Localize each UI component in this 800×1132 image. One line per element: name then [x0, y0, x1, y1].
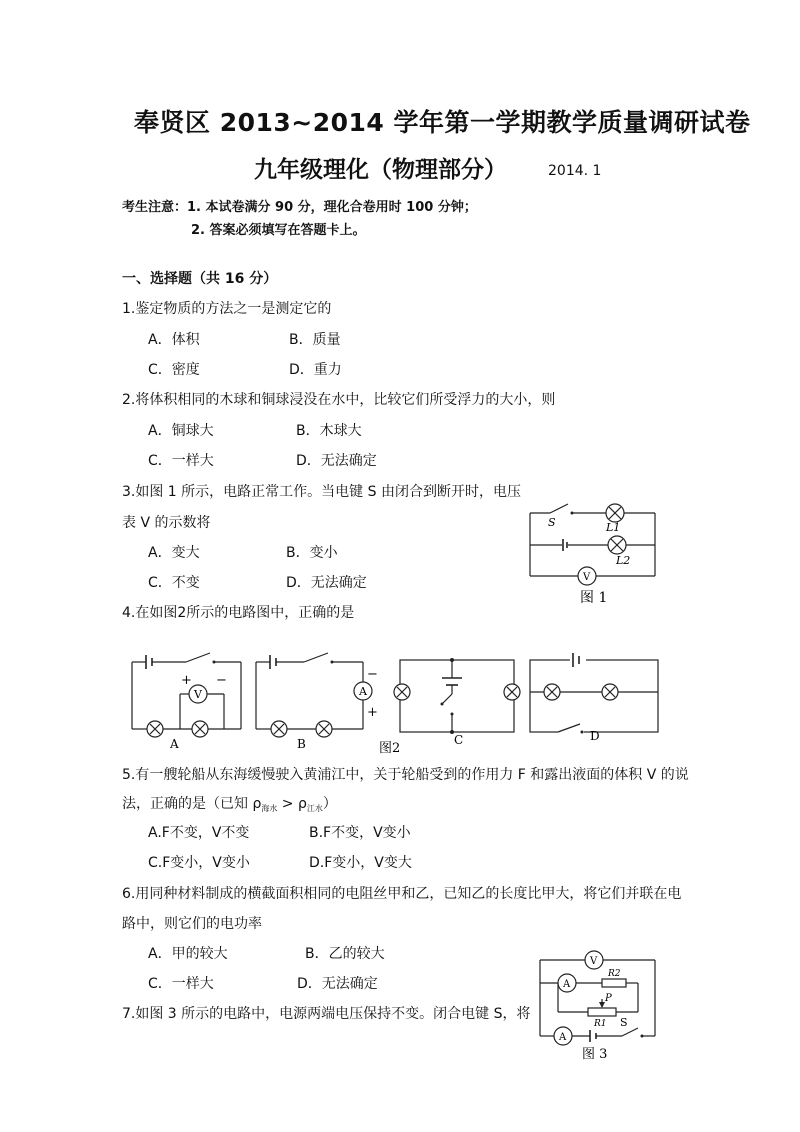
- question-1-option-c: C．密度: [148, 362, 200, 378]
- question-5-stem-text: 法，正确的是（已知 ρ: [122, 796, 262, 812]
- question-5-option-a: A.F不变，V不变: [148, 825, 250, 841]
- notice-line-2: 2. 答案必须填写在答题卡上。: [191, 223, 366, 238]
- question-1-option-d: D．重力: [289, 362, 342, 378]
- question-5-option-b: B.F不变，V变小: [309, 825, 411, 841]
- question-3-option-b: B．变小: [286, 545, 338, 561]
- seawater-subscript: 海水: [261, 804, 278, 813]
- fig1-label-l2: L2: [616, 554, 631, 567]
- panel-a-meter-label: V: [194, 688, 202, 701]
- question-5-option-d: D.F变小，V变大: [309, 855, 412, 871]
- exam-date: 2014. 1: [548, 163, 602, 179]
- question-6-stem-line-2: 路中，则它们的电功率: [122, 916, 262, 932]
- question-4-stem: 4.在如图2所示的电路图中，正确的是: [122, 605, 355, 621]
- fig3-label-a1: A: [563, 979, 571, 990]
- fig3-label-r1: R1: [594, 1019, 607, 1029]
- panel-b-label: B: [297, 737, 306, 751]
- panel-d-label: D: [590, 729, 600, 743]
- question-3-stem-line-2: 表 V 的示数将: [122, 515, 211, 531]
- fig3-label-r2: R2: [608, 969, 621, 979]
- question-3-option-c: C．不变: [148, 575, 200, 591]
- fig3-label-a2: A: [559, 1032, 567, 1043]
- figure-2-circuits: [124, 642, 684, 757]
- question-2-option-a: A．铜球大: [148, 423, 214, 439]
- question-3-stem-line-1: 3.如图 1 所示，电路正常工作。当电键 S 由闭合到断开时，电压: [122, 484, 521, 500]
- question-2-option-c: C．一样大: [148, 453, 214, 469]
- question-7-stem: 7.如图 3 所示的电路中，电源两端电压保持不变。闭合电键 S，将: [122, 1006, 531, 1022]
- notice-line-1: 考生注意：1. 本试卷满分 90 分，理化合卷用时 100 分钟；: [122, 200, 477, 215]
- question-1-option-a: A．体积: [148, 332, 200, 348]
- question-6-stem-line-1: 6.用同种材料制成的横截面积相同的电阻丝甲和乙，已知乙的长度比甲大，将它们并联在电: [122, 886, 682, 902]
- question-1-stem: 1.鉴定物质的方法之一是测定它的: [122, 301, 332, 317]
- question-6-option-d: D．无法确定: [297, 976, 378, 992]
- question-2-option-d: D．无法确定: [296, 453, 377, 469]
- riverwater-subscript: 江水: [306, 804, 323, 813]
- fig1-label-s: S: [548, 516, 556, 529]
- question-5-close: ）: [322, 796, 337, 812]
- question-5-stem-line-1: 5.有一艘轮船从东海缓慢驶入黄浦江中，关于轮船受到的作用力 F 和露出液面的体积 V 的说: [122, 767, 689, 783]
- figure-3-circuit: [530, 946, 670, 1064]
- fig2-caption: 图2: [379, 741, 401, 756]
- fig3-label-v: V: [590, 956, 598, 967]
- question-5-stem-line-2: [122, 793, 337, 814]
- fig1-label-v: V: [583, 572, 591, 583]
- fig3-caption: 图 3: [582, 1047, 608, 1062]
- question-5-option-c: C.F变小，V变小: [148, 855, 250, 871]
- fig1-caption: 图 1: [580, 590, 608, 606]
- panel-a-label: A: [170, 737, 179, 751]
- question-3-option-a: A．变大: [148, 545, 200, 561]
- section-heading: 一、选择题（共 16 分）: [122, 271, 278, 287]
- question-6-option-c: C．一样大: [148, 976, 214, 992]
- panel-a-sign-minus: −: [216, 673, 227, 688]
- exam-title: 奉贤区 2013~2014 学年第一学期教学质量调研试卷: [134, 108, 751, 137]
- question-6-option-b: B．乙的较大: [305, 946, 385, 962]
- question-2-option-b: B．木球大: [296, 423, 362, 439]
- panel-b-sign-plus: +: [367, 705, 378, 720]
- question-1-option-b: B．质量: [289, 332, 341, 348]
- figure-1-circuit: [520, 498, 670, 610]
- question-5-compare: > ρ: [277, 796, 307, 812]
- fig3-resistor-r2-icon: [602, 979, 626, 987]
- question-2-stem: 2.将体积相同的木球和铜球浸没在水中，比较它们所受浮力的大小，则: [122, 392, 556, 408]
- panel-b-meter-label: A: [359, 685, 367, 698]
- panel-a-sign-plus: +: [181, 673, 192, 688]
- panel-c-label: C: [454, 733, 464, 747]
- fig3-label-p: P: [605, 993, 612, 1004]
- question-3-option-d: D．无法确定: [286, 575, 367, 591]
- fig3-label-s: S: [620, 1016, 628, 1029]
- fig3-resistor-r1-icon: [588, 1008, 616, 1016]
- panel-b-sign-minus: −: [367, 667, 378, 682]
- fig1-label-l1: L1: [606, 521, 621, 534]
- question-6-option-a: A．甲的较大: [148, 946, 228, 962]
- exam-subtitle: 九年级理化（物理部分）: [254, 157, 507, 183]
